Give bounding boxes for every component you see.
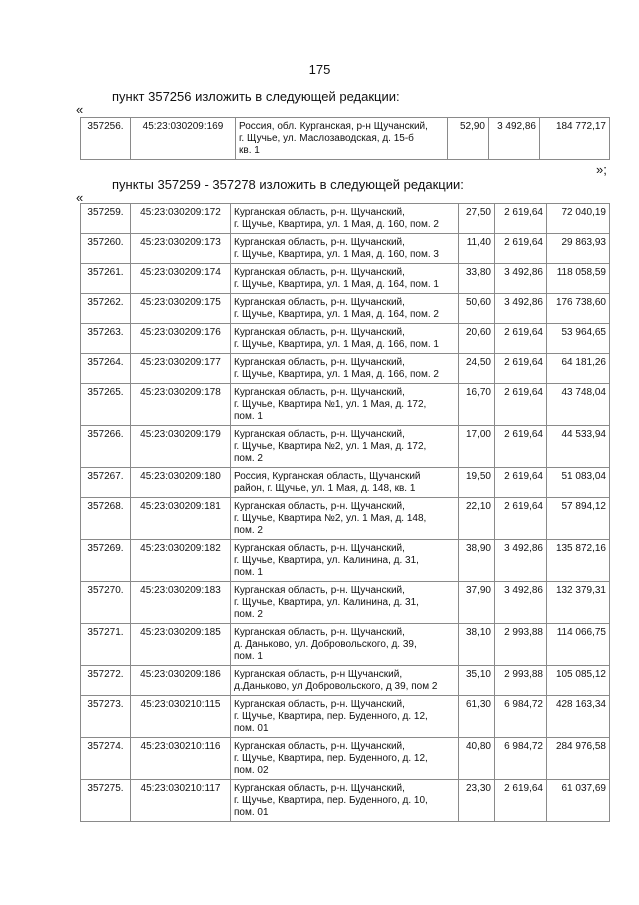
address-line: г. Щучье, Квартира, пер. Буденного, д. 10,	[234, 795, 428, 806]
address-line: г. Щучье, Квартира, ул. 1 Мая, д. 166, пом. 2	[234, 369, 439, 380]
table-row	[81, 234, 610, 264]
cadastral-cost-cell: 72 040,19	[547, 204, 610, 234]
address-cell	[231, 324, 459, 354]
section1-table	[80, 117, 610, 160]
rate-cell: 2 619,64	[495, 234, 547, 264]
cadastral-number-cell: 45:23:030209:169	[131, 118, 236, 160]
row-number-cell: 357268.	[81, 498, 131, 540]
area-cell: 38,10	[459, 624, 495, 666]
rate-cell: 3 492,86	[495, 294, 547, 324]
table-row	[81, 498, 610, 540]
address-line: Курганская область, р-н. Щучанский,	[234, 627, 405, 638]
address-cell	[231, 426, 459, 468]
section1-rows	[81, 118, 610, 160]
rate-cell: 2 619,64	[495, 468, 547, 498]
address-line: Курганская область, р-н. Щучанский,	[234, 327, 405, 338]
table-row	[81, 204, 610, 234]
address-cell	[231, 354, 459, 384]
area-cell: 40,80	[459, 738, 495, 780]
cadastral-number-cell: 45:23:030209:173	[131, 234, 231, 264]
area-cell: 23,30	[459, 780, 495, 822]
address-cell	[231, 666, 459, 696]
cadastral-cost-cell: 428 163,34	[547, 696, 610, 738]
cadastral-cost-cell: 51 083,04	[547, 468, 610, 498]
address-cell	[231, 780, 459, 822]
cadastral-number-cell: 45:23:030209:183	[131, 582, 231, 624]
area-cell: 11,40	[459, 234, 495, 264]
cadastral-number-cell: 45:23:030209:185	[131, 624, 231, 666]
section2-rows	[81, 204, 610, 822]
row-number-cell: 357259.	[81, 204, 131, 234]
section1-close-quote: »;	[596, 162, 607, 177]
address-line: г. Щучье, Квартира, ул. 1 Мая, д. 164, пом. 1	[234, 279, 439, 290]
address-line: г. Щучье, Квартира №1, ул. 1 Мая, д. 172,	[234, 399, 427, 410]
area-cell: 52,90	[448, 118, 489, 160]
cadastral-cost-cell: 284 976,58	[547, 738, 610, 780]
address-line: пом. 02	[234, 765, 269, 776]
address-cell	[231, 624, 459, 666]
cadastral-cost-cell: 184 772,17	[540, 118, 610, 160]
table-row	[81, 624, 610, 666]
cadastral-cost-cell: 53 964,65	[547, 324, 610, 354]
address-cell	[231, 468, 459, 498]
rate-cell: 3 492,86	[495, 264, 547, 294]
address-cell	[231, 498, 459, 540]
row-number-cell: 357267.	[81, 468, 131, 498]
cadastral-cost-cell: 44 533,94	[547, 426, 610, 468]
table-row	[81, 738, 610, 780]
cadastral-number-cell: 45:23:030209:181	[131, 498, 231, 540]
rate-cell: 6 984,72	[495, 738, 547, 780]
area-cell: 38,90	[459, 540, 495, 582]
cadastral-number-cell: 45:23:030209:176	[131, 324, 231, 354]
section2-table	[80, 203, 610, 822]
row-number-cell: 357260.	[81, 234, 131, 264]
address-cell	[231, 540, 459, 582]
cadastral-cost-cell: 43 748,04	[547, 384, 610, 426]
address-line: пом. 1	[234, 567, 263, 578]
address-line: Курганская область, р-н Щучанский,	[234, 669, 403, 680]
row-number-cell: 357269.	[81, 540, 131, 582]
address-cell	[236, 118, 448, 160]
section1-intro: пункт 357256 изложить в следующей редакции:	[112, 89, 400, 104]
table-row	[81, 384, 610, 426]
cadastral-number-cell: 45:23:030209:182	[131, 540, 231, 582]
address-cell	[231, 582, 459, 624]
cadastral-number-cell: 45:23:030210:117	[131, 780, 231, 822]
cadastral-number-cell: 45:23:030209:178	[131, 384, 231, 426]
row-number-cell: 357265.	[81, 384, 131, 426]
cadastral-cost-cell: 61 037,69	[547, 780, 610, 822]
row-number-cell: 357275.	[81, 780, 131, 822]
rate-cell: 2 619,64	[495, 384, 547, 426]
section2-open-quote: «	[76, 190, 84, 205]
address-line: г. Щучье, Квартира, ул. Калинина, д. 31,	[234, 597, 419, 608]
cadastral-cost-cell: 135 872,16	[547, 540, 610, 582]
address-line: пом. 2	[234, 609, 263, 620]
cadastral-number-cell: 45:23:030209:172	[131, 204, 231, 234]
address-line: Курганская область, р-н. Щучанский,	[234, 237, 405, 248]
table-row	[81, 696, 610, 738]
area-cell: 19,50	[459, 468, 495, 498]
row-number-cell: 357261.	[81, 264, 131, 294]
address-line: Курганская область, р-н. Щучанский,	[234, 297, 405, 308]
address-line: Курганская область, р-н. Щучанский,	[234, 207, 405, 218]
address-line: Курганская область, р-н. Щучанский,	[234, 501, 405, 512]
address-cell	[231, 234, 459, 264]
address-line: г. Щучье, Квартира, ул. 1 Мая, д. 160, пом. 3	[234, 249, 439, 260]
rate-cell: 2 619,64	[495, 204, 547, 234]
address-line: пом. 2	[234, 525, 263, 536]
area-cell: 61,30	[459, 696, 495, 738]
address-line: пом. 2	[234, 453, 263, 464]
row-number-cell: 357271.	[81, 624, 131, 666]
cadastral-number-cell: 45:23:030209:180	[131, 468, 231, 498]
table-row	[81, 666, 610, 696]
area-cell: 20,60	[459, 324, 495, 354]
address-line: пом. 1	[234, 651, 263, 662]
cadastral-cost-cell: 114 066,75	[547, 624, 610, 666]
rate-cell: 2 619,64	[495, 498, 547, 540]
address-line: Курганская область, р-н. Щучанский,	[234, 741, 405, 752]
cadastral-cost-cell: 57 894,12	[547, 498, 610, 540]
table-row	[81, 780, 610, 822]
area-cell: 24,50	[459, 354, 495, 384]
area-cell: 16,70	[459, 384, 495, 426]
address-line: г. Щучье, Квартира №2, ул. 1 Мая, д. 148,	[234, 513, 427, 524]
row-number-cell: 357262.	[81, 294, 131, 324]
table-row	[81, 468, 610, 498]
area-cell: 37,90	[459, 582, 495, 624]
cadastral-cost-cell: 64 181,26	[547, 354, 610, 384]
cadastral-number-cell: 45:23:030210:115	[131, 696, 231, 738]
table-row	[81, 354, 610, 384]
address-line: Курганская область, р-н. Щучанский,	[234, 429, 405, 440]
area-cell: 27,50	[459, 204, 495, 234]
rate-cell: 3 492,86	[489, 118, 540, 160]
rate-cell: 3 492,86	[495, 582, 547, 624]
address-line: г. Щучье, Квартира №2, ул. 1 Мая, д. 172,	[234, 441, 427, 452]
address-cell	[231, 384, 459, 426]
row-number-cell: 357272.	[81, 666, 131, 696]
address-line: Курганская область, р-н. Щучанский,	[234, 387, 405, 398]
rate-cell: 2 993,88	[495, 666, 547, 696]
table-row	[81, 294, 610, 324]
rate-cell: 2 619,64	[495, 354, 547, 384]
area-cell: 22,10	[459, 498, 495, 540]
address-cell	[231, 738, 459, 780]
rate-cell: 2 993,88	[495, 624, 547, 666]
cadastral-cost-cell: 176 738,60	[547, 294, 610, 324]
address-line: Курганская область, р-н. Щучанский,	[234, 543, 405, 554]
area-cell: 35,10	[459, 666, 495, 696]
row-number-cell: 357256.	[81, 118, 131, 160]
address-line: кв. 1	[239, 145, 260, 156]
section1-open-quote: «	[76, 102, 84, 117]
address-cell	[231, 204, 459, 234]
address-line: д.Даньково, ул Добровольского, д 39, пом 2	[234, 681, 438, 692]
address-line: пом. 1	[234, 411, 263, 422]
row-number-cell: 357273.	[81, 696, 131, 738]
table-row	[81, 264, 610, 294]
table-row	[81, 582, 610, 624]
cadastral-cost-cell: 105 085,12	[547, 666, 610, 696]
address-line: д. Даньково, ул. Добровольского, д. 39,	[234, 639, 417, 650]
cadastral-number-cell: 45:23:030209:174	[131, 264, 231, 294]
rate-cell: 2 619,64	[495, 780, 547, 822]
address-line: пом. 01	[234, 807, 269, 818]
address-line: Курганская область, р-н. Щучанский,	[234, 783, 405, 794]
address-line: район, г. Щучье, ул. 1 Мая, д. 148, кв. 1	[234, 483, 416, 494]
address-line: г. Щучье, Квартира, ул. 1 Мая, д. 160, пом. 2	[234, 219, 439, 230]
cadastral-cost-cell: 29 863,93	[547, 234, 610, 264]
address-line: г. Щучье, ул. Маслозаводская, д. 15-б	[239, 133, 414, 144]
row-number-cell: 357263.	[81, 324, 131, 354]
address-line: г. Щучье, Квартира, ул. 1 Мая, д. 166, пом. 1	[234, 339, 439, 350]
cadastral-cost-cell: 118 058,59	[547, 264, 610, 294]
cadastral-number-cell: 45:23:030210:116	[131, 738, 231, 780]
rate-cell: 6 984,72	[495, 696, 547, 738]
area-cell: 33,80	[459, 264, 495, 294]
address-line: г. Щучье, Квартира, пер. Буденного, д. 12,	[234, 753, 428, 764]
area-cell: 17,00	[459, 426, 495, 468]
address-cell	[231, 696, 459, 738]
address-line: г. Щучье, Квартира, ул. Калинина, д. 31,	[234, 555, 419, 566]
cadastral-number-cell: 45:23:030209:175	[131, 294, 231, 324]
row-number-cell: 357274.	[81, 738, 131, 780]
address-line: г. Щучье, Квартира, пер. Буденного, д. 12,	[234, 711, 428, 722]
row-number-cell: 357266.	[81, 426, 131, 468]
rate-cell: 2 619,64	[495, 324, 547, 354]
table-row	[81, 540, 610, 582]
address-cell	[231, 264, 459, 294]
page-number: 175	[308, 62, 331, 77]
address-cell	[231, 294, 459, 324]
address-line: Курганская область, р-н. Щучанский,	[234, 585, 405, 596]
address-line: г. Щучье, Квартира, ул. 1 Мая, д. 164, пом. 2	[234, 309, 439, 320]
table-row	[81, 426, 610, 468]
cadastral-number-cell: 45:23:030209:179	[131, 426, 231, 468]
cadastral-number-cell: 45:23:030209:186	[131, 666, 231, 696]
address-line: Россия, Курганская область, Щучанский	[234, 471, 421, 482]
address-line: пом. 01	[234, 723, 269, 734]
rate-cell: 3 492,86	[495, 540, 547, 582]
address-line: Курганская область, р-н. Щучанский,	[234, 699, 405, 710]
section2-intro: пункты 357259 - 357278 изложить в следующей редакции:	[112, 177, 464, 192]
row-number-cell: 357264.	[81, 354, 131, 384]
rate-cell: 2 619,64	[495, 426, 547, 468]
cadastral-cost-cell: 132 379,31	[547, 582, 610, 624]
table-row	[81, 118, 610, 160]
address-line: Курганская область, р-н. Щучанский,	[234, 357, 405, 368]
row-number-cell: 357270.	[81, 582, 131, 624]
table-row	[81, 324, 610, 354]
area-cell: 50,60	[459, 294, 495, 324]
address-line: Россия, обл. Курганская, р-н Щучанский,	[239, 121, 428, 132]
address-line: Курганская область, р-н. Щучанский,	[234, 267, 405, 278]
cadastral-number-cell: 45:23:030209:177	[131, 354, 231, 384]
